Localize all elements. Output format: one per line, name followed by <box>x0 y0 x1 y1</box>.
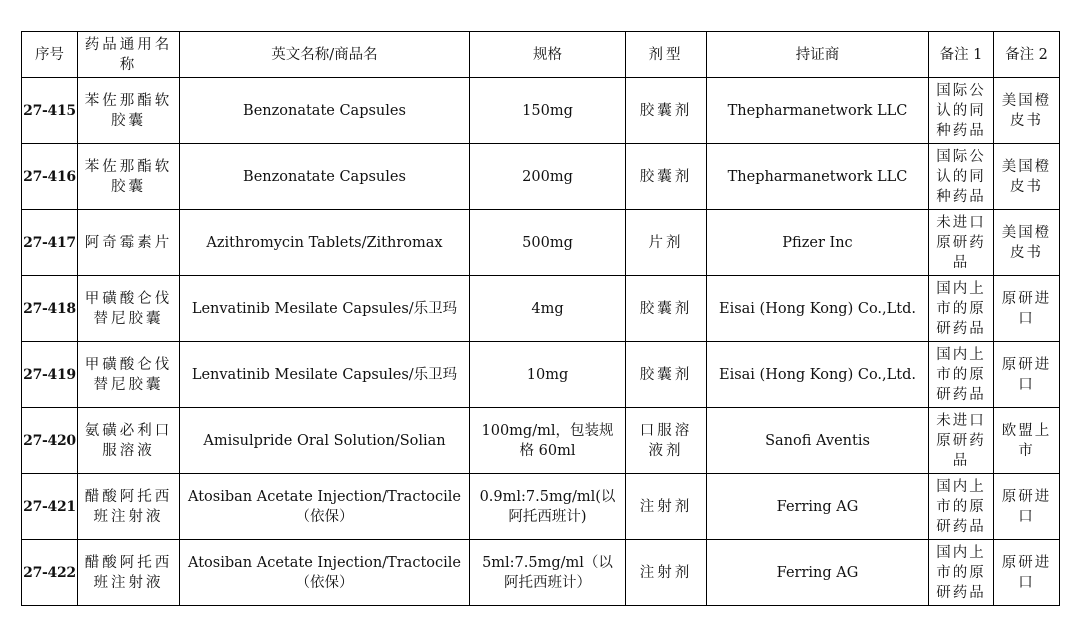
cell-spec: 4mg <box>470 276 626 342</box>
table-row <box>22 540 1060 606</box>
cell-english-name: Atosiban Acetate Injection/Tractocile（依保） <box>180 540 470 606</box>
cell-spec: 5ml:7.5mg/ml（以阿托西班计） <box>470 540 626 606</box>
header-note1: 备注 1 <box>929 32 994 78</box>
header-dosage-form: 剂型 <box>626 32 707 78</box>
cell-dosage-form: 胶囊剂 <box>626 144 707 210</box>
cell-generic-name: 醋酸阿托西班注射液 <box>78 540 180 606</box>
header-row <box>22 32 1060 78</box>
cell-seq: 27-418 <box>22 276 78 342</box>
cell-note1: 国内上市的原研药品 <box>929 342 994 408</box>
cell-note1: 国际公认的同种药品 <box>929 144 994 210</box>
cell-holder: Pfizer Inc <box>707 210 929 276</box>
cell-holder: Thepharmanetwork LLC <box>707 144 929 210</box>
cell-note1: 未进口原研药品 <box>929 408 994 474</box>
cell-note2: 原研进口 <box>994 342 1060 408</box>
cell-dosage-form: 胶囊剂 <box>626 276 707 342</box>
cell-note1: 国际公认的同种药品 <box>929 78 994 144</box>
cell-english-name: Benzonatate Capsules <box>180 144 470 210</box>
cell-english-name: Lenvatinib Mesilate Capsules/乐卫玛 <box>180 342 470 408</box>
cell-seq: 27-415 <box>22 78 78 144</box>
header-seq: 序号 <box>22 32 78 78</box>
cell-spec: 100mg/ml，包装规格 60ml <box>470 408 626 474</box>
cell-english-name: Atosiban Acetate Injection/Tractocile（依保） <box>180 474 470 540</box>
cell-english-name: Amisulpride Oral Solution/Solian <box>180 408 470 474</box>
cell-generic-name: 苯佐那酯软胶囊 <box>78 78 180 144</box>
cell-generic-name: 苯佐那酯软胶囊 <box>78 144 180 210</box>
cell-english-name: Azithromycin Tablets/Zithromax <box>180 210 470 276</box>
cell-dosage-form: 胶囊剂 <box>626 342 707 408</box>
cell-generic-name: 氨磺必利口服溶液 <box>78 408 180 474</box>
cell-dosage-form: 片剂 <box>626 210 707 276</box>
cell-note2: 美国橙皮书 <box>994 144 1060 210</box>
table-row <box>22 474 1060 540</box>
table-row <box>22 78 1060 144</box>
header-holder: 持证商 <box>707 32 929 78</box>
cell-seq: 27-420 <box>22 408 78 474</box>
cell-generic-name: 阿奇霉素片 <box>78 210 180 276</box>
cell-generic-name: 醋酸阿托西班注射液 <box>78 474 180 540</box>
cell-holder: Thepharmanetwork LLC <box>707 78 929 144</box>
cell-dosage-form: 胶囊剂 <box>626 78 707 144</box>
cell-dosage-form: 注射剂 <box>626 474 707 540</box>
drug-list-table <box>21 31 1060 606</box>
cell-note2: 美国橙皮书 <box>994 78 1060 144</box>
cell-seq: 27-419 <box>22 342 78 408</box>
cell-spec: 500mg <box>470 210 626 276</box>
cell-english-name: Benzonatate Capsules <box>180 78 470 144</box>
cell-dosage-form: 注射剂 <box>626 540 707 606</box>
cell-holder: Eisai (Hong Kong) Co.,Ltd. <box>707 276 929 342</box>
header-generic-name: 药品通用名称 <box>78 32 180 78</box>
cell-seq: 27-416 <box>22 144 78 210</box>
table-row <box>22 342 1060 408</box>
cell-generic-name: 甲磺酸仑伐替尼胶囊 <box>78 276 180 342</box>
cell-spec: 10mg <box>470 342 626 408</box>
cell-spec: 200mg <box>470 144 626 210</box>
table-row <box>22 144 1060 210</box>
cell-seq: 27-417 <box>22 210 78 276</box>
cell-english-name: Lenvatinib Mesilate Capsules/乐卫玛 <box>180 276 470 342</box>
header-english-name: 英文名称/商品名 <box>180 32 470 78</box>
cell-holder: Ferring AG <box>707 540 929 606</box>
cell-note1: 国内上市的原研药品 <box>929 540 994 606</box>
cell-note1: 未进口原研药品 <box>929 210 994 276</box>
cell-note2: 原研进口 <box>994 474 1060 540</box>
cell-note1: 国内上市的原研药品 <box>929 276 994 342</box>
cell-holder: Sanofi Aventis <box>707 408 929 474</box>
header-spec: 规格 <box>470 32 626 78</box>
cell-note2: 美国橙皮书 <box>994 210 1060 276</box>
cell-generic-name: 甲磺酸仑伐替尼胶囊 <box>78 342 180 408</box>
cell-note2: 欧盟上市 <box>994 408 1060 474</box>
header-note2: 备注 2 <box>994 32 1060 78</box>
cell-dosage-form: 口服溶液剂 <box>626 408 707 474</box>
table-row <box>22 408 1060 474</box>
cell-seq: 27-421 <box>22 474 78 540</box>
table-row <box>22 276 1060 342</box>
cell-holder: Ferring AG <box>707 474 929 540</box>
table-row <box>22 210 1060 276</box>
cell-spec: 0.9ml:7.5mg/ml(以阿托西班计) <box>470 474 626 540</box>
cell-note2: 原研进口 <box>994 276 1060 342</box>
cell-spec: 150mg <box>470 78 626 144</box>
cell-note2: 原研进口 <box>994 540 1060 606</box>
cell-note1: 国内上市的原研药品 <box>929 474 994 540</box>
cell-seq: 27-422 <box>22 540 78 606</box>
cell-holder: Eisai (Hong Kong) Co.,Ltd. <box>707 342 929 408</box>
